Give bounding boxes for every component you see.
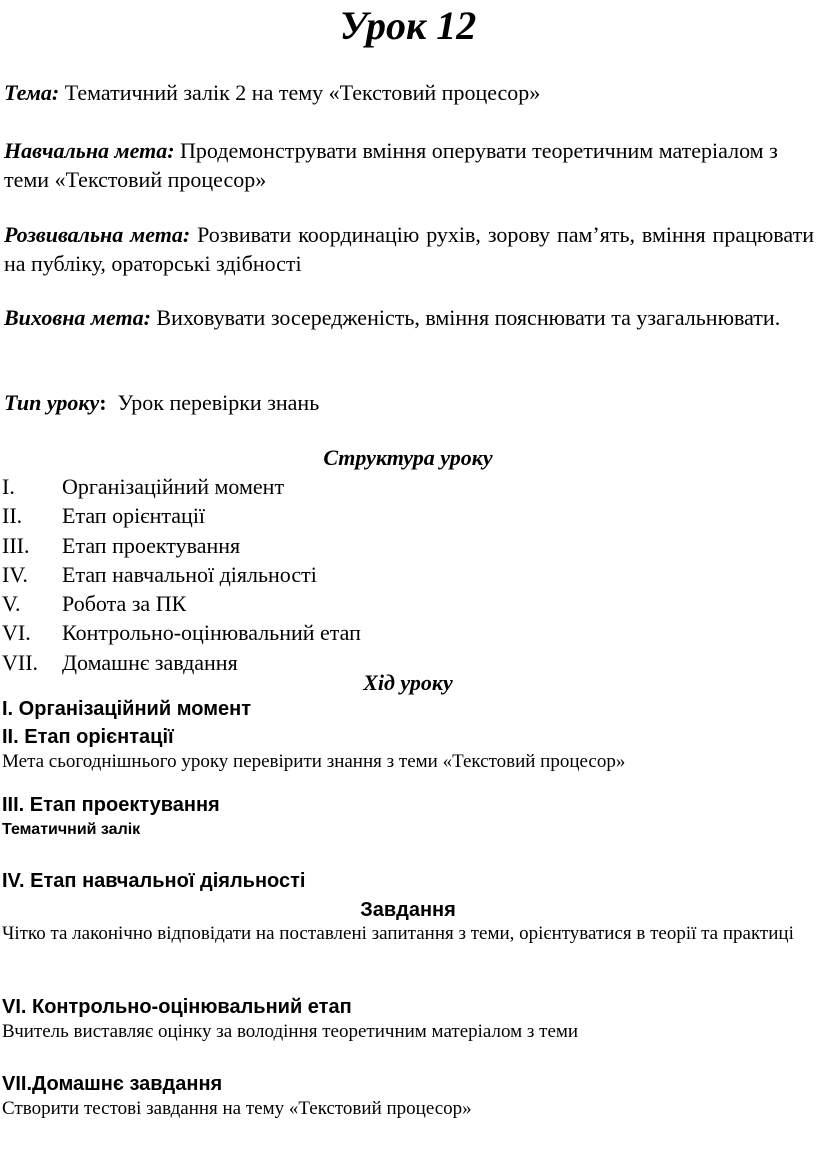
- section-learning-activity: [2, 869, 812, 894]
- topic-text: Тематичний залік 2 на тему «Текстовий процесор»: [64, 80, 541, 105]
- section-text: Мета сьогоднішнього уроку перевірити знання з теми «Текстовий процесор»: [2, 751, 626, 772]
- task-text-block: [2, 922, 812, 946]
- section-orientation: [2, 725, 812, 774]
- lesson-course-heading: Хід уроку: [363, 670, 453, 695]
- section-text: Вчитель виставляє оцінку за володіння теоретичним матеріалом з теми: [2, 1021, 579, 1042]
- section-heading: VII.Домашнє завдання: [2, 1073, 223, 1095]
- structure-item: [2, 560, 702, 589]
- structure-item: [2, 618, 702, 647]
- structure-item-number: II.: [2, 503, 23, 529]
- structure-item-number: V.: [2, 591, 21, 617]
- structure-item-number: IV.: [2, 561, 28, 587]
- section-heading: IV. Етап навчальної діяльності: [2, 870, 306, 892]
- section-text: Створити тестові завдання на тему «Текстовий процесор»: [2, 1098, 472, 1119]
- section-heading: III. Етап проектування: [2, 794, 220, 816]
- structure-item-number: III.: [2, 532, 30, 558]
- structure-item: [2, 589, 702, 618]
- developmental-goal-text: Розвивати координацію рухів, зорову пам’ять, вміння працювати на публіку, ораторські здібності: [4, 222, 814, 276]
- structure-item: [2, 472, 702, 501]
- structure-list: [2, 472, 702, 677]
- developmental-goal-label: Розвивальна мета:: [4, 222, 191, 247]
- educational-goal-paragraph: [4, 136, 814, 194]
- upbringing-goal-label: Виховна мета:: [4, 305, 151, 330]
- lesson-type-label: Тип уроку: [4, 390, 100, 415]
- page-title: Урок 12: [339, 3, 477, 48]
- structure-item-label: Етап навчальної діяльності: [62, 561, 317, 587]
- structure-item: [2, 531, 702, 560]
- structure-item-number: I.: [2, 474, 15, 499]
- section-design: [2, 793, 812, 842]
- section-heading: I. Організаційний момент: [2, 698, 251, 720]
- structure-item-label: Організаційний момент: [62, 474, 285, 499]
- topic-paragraph: [4, 78, 814, 107]
- section-subheading: Тематичний залік: [2, 821, 141, 838]
- structure-item-label: Контрольно-оцінювальний етап: [62, 620, 361, 646]
- structure-item-number: VI.: [2, 620, 31, 646]
- structure-item-label: Робота за ПК: [62, 591, 187, 617]
- section-organizational: [2, 697, 812, 722]
- structure-item-label: Домашнє завдання: [62, 649, 238, 675]
- lesson-type-paragraph: [4, 388, 814, 417]
- upbringing-goal-paragraph: [4, 303, 814, 332]
- structure-item-label: Етап проектування: [62, 532, 241, 558]
- structure-item-number: VII.: [2, 649, 39, 675]
- lesson-type-text: Урок перевірки знань: [117, 390, 320, 415]
- section-control-evaluation: [2, 995, 812, 1044]
- topic-label: Тема:: [4, 80, 60, 105]
- section-text: Чітко та лаконічно відповідати на поставлені запитання з теми, орієнтуватися в теорії та практиці: [2, 923, 794, 944]
- structure-item-label: Етап орієнтації: [62, 503, 206, 529]
- task-heading: Завдання: [360, 899, 456, 921]
- structure-heading: Структура уроку: [323, 445, 493, 470]
- section-heading: II. Етап орієнтації: [2, 726, 174, 748]
- educational-goal-text: Продемонструвати вміння оперувати теоретичним матеріалом з теми «Текстовий процесор»: [4, 138, 778, 192]
- section-homework: [2, 1072, 812, 1121]
- educational-goal-label: Навчальна мета:: [4, 138, 175, 163]
- section-heading: VI. Контрольно-оцінювальний етап: [2, 996, 352, 1018]
- structure-item: [2, 501, 702, 530]
- upbringing-goal-text: Виховувати зосередженість, вміння пояснювати та узагальнювати.: [156, 305, 781, 330]
- developmental-goal-paragraph: [4, 220, 814, 278]
- lesson-type-colon: :: [99, 390, 107, 415]
